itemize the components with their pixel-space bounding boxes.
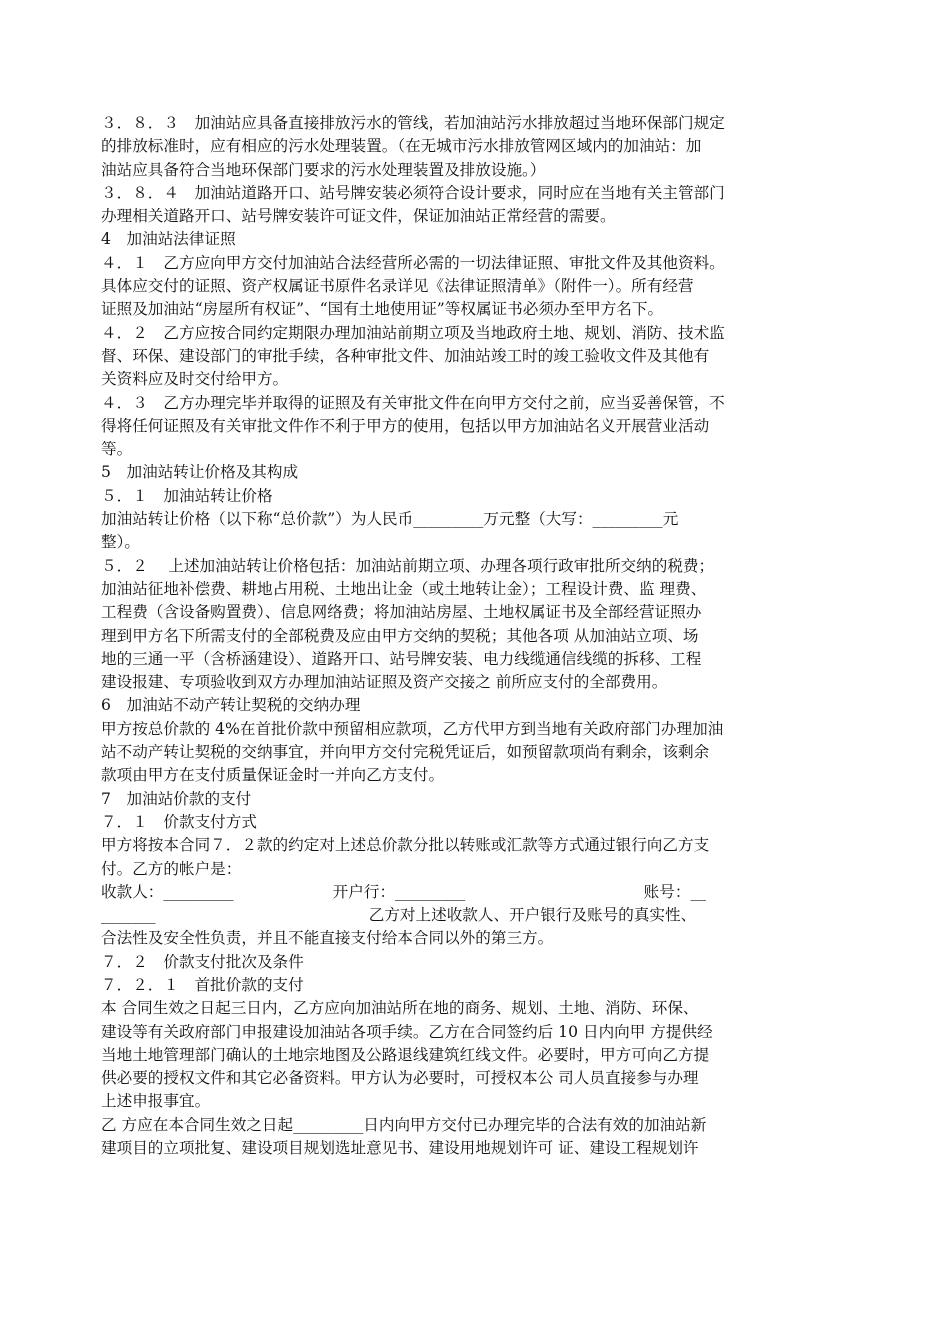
text-line: 乙 方应在本合同生效之日起_________日内向甲方交付已办理完毕的合法有效的加油站新 (101, 1115, 707, 1134)
text-line: ４．３ 乙方办理完毕并取得的证照及有关审批文件在向甲方交付之前，应当妥善保管，不 (101, 393, 725, 412)
text-line: 建设等有关政府部门申报建设加油站各项手续。乙方在合同签约后 10 日内向甲 方提供经 (101, 1022, 713, 1041)
text-line: ３．８．４ 加油站道路开口、站号牌安装必须符合设计要求，同时应在当地有关主管部门 (101, 183, 725, 202)
text-line: 供必要的授权文件和其它必备资料。甲方认为必要时，可授权本公 司人员直接参与办理 (101, 1069, 699, 1088)
text-line: 油站应具备符合当地环保部门要求的污水处理装置及排放设施。） (101, 160, 546, 179)
text-line: 工程费（含设备购置费）、信息网络费；将加油站房屋、土地权属证书及全部经营证照办 (101, 603, 702, 622)
text-line: 甲方将按本合同７．２款的约定对上述总价款分批以转账或汇款等方式通过银行向乙方支 (101, 836, 710, 855)
text-line: 得将任何证照及有关审批文件作不利于甲方的使用，包括以甲方加油站名义开展营业活动 (101, 416, 710, 435)
text-line: 款项由甲方在支付质量保证金时一并向乙方支付。 (101, 766, 445, 785)
text-line: 付。乙方的帐户是： (101, 859, 242, 878)
text-line: 上述申报事宜。 (101, 1092, 211, 1111)
text-line: 加油站转让价格（以下称“总价款”）为人民币_________万元整（大写：_________元 (101, 510, 679, 529)
text-line: ７．１ 价款支付方式 (101, 812, 257, 831)
text-line: 甲方按总价款的 4%在首批价款中预留相应款项，乙方代甲方到当地有关政府部门办理加油 (101, 719, 724, 738)
text-line: ７．２ 价款支付批次及条件 (101, 952, 304, 971)
text-line: 关资料应及时交付给甲方。 (101, 370, 289, 389)
text-line: ５．２ 上述加油站转让价格包括：加油站前期立项、办理各项行政审批所交纳的税费； (101, 556, 715, 575)
text-line: 具体应交付的证照、资产权属证书原件名录详见《法律证照清单》（附件一）。所有经营 (101, 277, 694, 296)
text-line: 本 合同生效之日起三日内，乙方应向加油站所在地的商务、规划、土地、消防、环保、 (101, 999, 699, 1018)
text-line: ７．２．１ 首批价款的支付 (101, 975, 304, 994)
text-line: 加油站征地补偿费、耕地占用税、土地出让金（或土地转让金）；工程设计费、监 理费、 (101, 579, 707, 598)
text-line: ４．１ 乙方应向甲方交付加油站合法经营所必需的一切法律证照、审批文件及其他资料。 (101, 253, 725, 272)
text-line: 督、环保、建设部门的审批手续，各种审批文件、加油站竣工时的竣工验收文件及其他有 (101, 346, 710, 365)
text-line: 地的三通一平（含桥涵建设）、道路开口、站号牌安装、电力线缆通信线缆的拆移、工程 (101, 649, 702, 668)
text-line: 6 加油站不动产转让契税的交纳办理 (101, 696, 361, 715)
text-line: 7 加油站价款的支付 (101, 789, 252, 808)
text-line: 理到甲方名下所需支付的全部税费及应由甲方交纳的契税；其他各项 从加油站立项、场 (101, 626, 699, 645)
text-line: 合法性及安全性负责，并且不能直接支付给本合同以外的第三方。 (101, 929, 554, 948)
text-line: 收款人：_________ 开户行：_________ 账号：__ (101, 882, 707, 901)
text-line: 建设报建、专项验收到双方办理加油站证照及资产交接之 前所应支付的全部费用。 (101, 673, 668, 692)
document-body (101, 112, 841, 1160)
text-line: 当地土地管理部门确认的土地宗地图及公路退线建筑红线文件。必要时，甲方可向乙方提 (101, 1045, 710, 1064)
text-line: 的排放标准时，应有相应的污水处理装置。（在无城市污水排放管网区域内的加油站：加 (101, 137, 702, 156)
text-line: 建项目的立项批复、建设项目规划选址意见书、建设用地规划许可 证、建设工程规划许 (101, 1139, 699, 1158)
text-line: ５．１ 加油站转让价格 (101, 486, 273, 505)
text-line: ４．２ 乙方应按合同约定期限办理加油站前期立项及当地政府土地、规划、消防、技术监 (101, 323, 725, 342)
text-line: 站不动产转让契税的交纳事宜，并向甲方交付完税凭证后，如预留款项尚有剩余，该剩余 (101, 743, 710, 762)
text-line: 办理相关道路开口、站号牌安装许可证文件，保证加油站正常经营的需要。 (101, 207, 616, 226)
text-line: 等。 (101, 440, 133, 459)
text-line: 证照及加油站“房屋所有权证”、“国有土地使用证”等权属证书必须办至甲方名下。 (101, 300, 664, 319)
text-line: 5 加油站转让价格及其构成 (101, 463, 299, 482)
text-line: _______ 乙方对上述收款人、开户银行及账号的真实性、 (101, 906, 697, 925)
text-line: ３．８．３ 加油站应具备直接排放污水的管线，若加油站污水排放超过当地环保部门规定 (101, 114, 725, 132)
text-line: 整）。 (101, 533, 140, 552)
text-line: 4 加油站法律证照 (101, 230, 236, 249)
